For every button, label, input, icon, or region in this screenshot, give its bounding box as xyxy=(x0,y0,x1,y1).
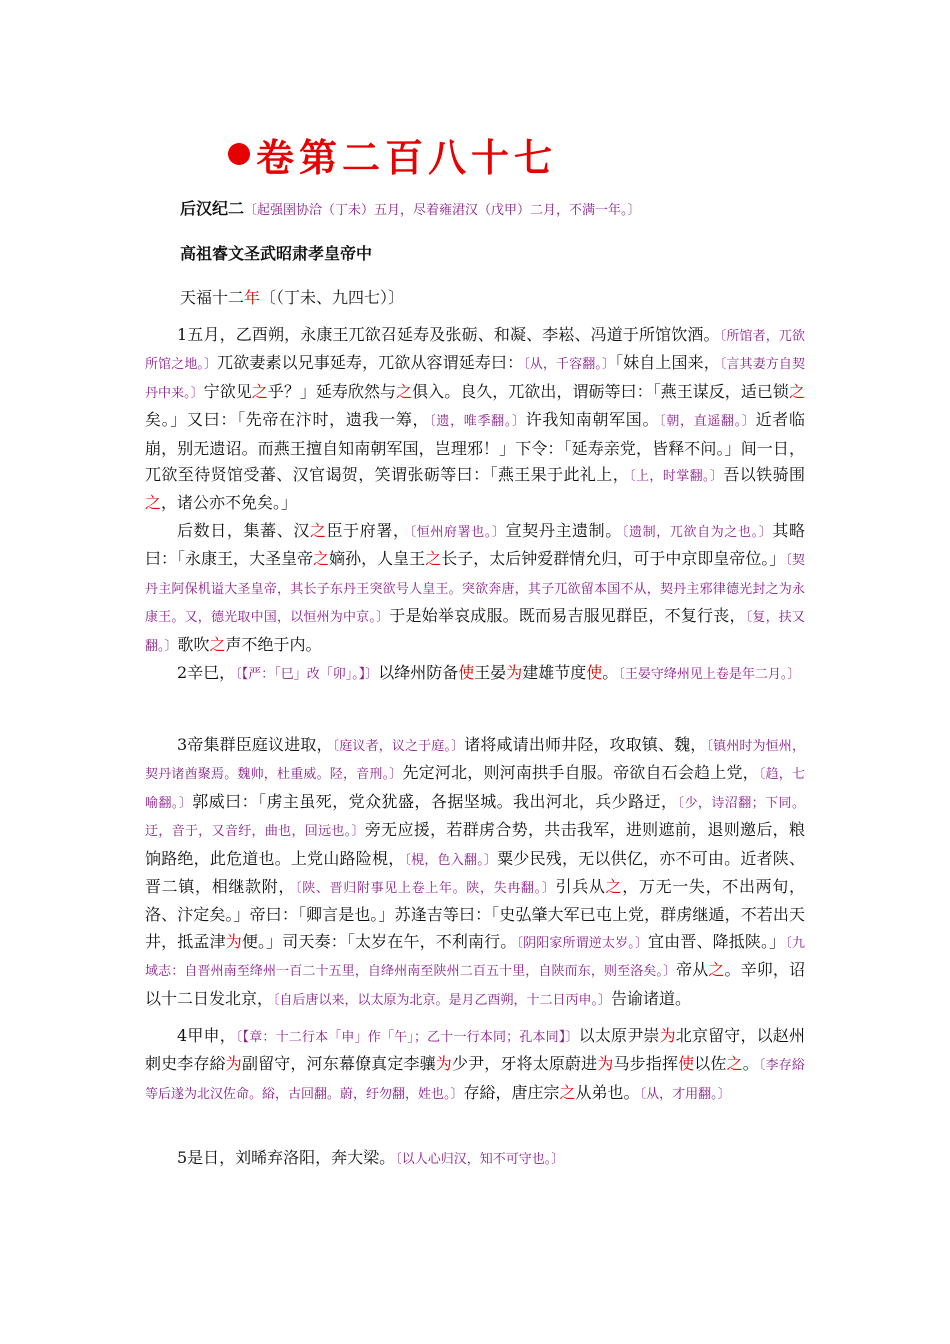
highlight-char: 为 xyxy=(435,1054,452,1074)
red-bullet-icon xyxy=(228,143,250,165)
text-run: 兀欲妻素以兄事延寿，兀欲从容谓延寿曰： xyxy=(217,353,524,373)
text-run: 旁无应援，若群虏合势，共击我军，进则遮前，退则邀后，粮饷路绝，此危道也。上党山路险梘， xyxy=(145,820,805,868)
highlight-char: 为 xyxy=(225,931,242,951)
annotation: 〔王晏守绛州见上卷是年二月。〕 xyxy=(618,667,801,682)
highlight-char: 之 xyxy=(726,1054,743,1074)
annotation: 〔朝，直遥翻。〕 xyxy=(659,414,756,430)
text-run: 以绛州防备 xyxy=(378,663,459,682)
text-run: 先定河北，则河南拱手自服。帝欲自石会趋上党， xyxy=(402,763,759,783)
text-run: 存綌，唐庄宗 xyxy=(463,1082,560,1102)
paragraph-2 xyxy=(145,518,805,660)
annotation: 〔陕、晋归附事见上卷上年。陕，失冉翻。〕 xyxy=(295,881,556,897)
text-run: 2辛巳， xyxy=(177,663,236,682)
paragraph-3 xyxy=(145,660,805,688)
annotation: 〔【严：「巳」改「卯」。】〕 xyxy=(235,667,379,682)
text-run: 北京留守，以赵州刺史李存綌 xyxy=(145,1026,805,1074)
text-run: 俱入。良久，兀欲出，谓砺等曰：「燕王谋反，适已锁 xyxy=(412,381,789,401)
emperor-heading: 高祖睿文圣武昭肃孝皇帝中 xyxy=(180,244,373,263)
text-run: 王晏 xyxy=(474,663,507,682)
text-run: 近者临崩，别无遗诏。而燕王擅自知南朝军国，岂理邪！」下令：「延寿亲党，皆释不问。」间一日，兀欲至待贤馆受蕃、汉官谒贺，笑谓张砺等曰：「燕王果于此礼上， xyxy=(145,410,805,485)
text-run: 歌吹 xyxy=(177,634,210,654)
highlight-char: 之 xyxy=(313,549,330,569)
reign-note: 〔（丁未、九四七）〕 xyxy=(260,288,405,307)
annotation: 〔庭议者，议之于庭。〕 xyxy=(332,739,465,754)
reign-line xyxy=(180,285,404,308)
annotation: 〔所馆者，兀欲所馆之地。〕 xyxy=(145,329,805,373)
text-run: 马步指挥 xyxy=(613,1054,679,1074)
text-run: 4甲申， xyxy=(177,1026,236,1045)
annotation: 〔上，时掌翻。〕 xyxy=(629,469,724,485)
text-run: 许我知南朝军国。 xyxy=(525,410,660,430)
highlight-char: 使 xyxy=(586,663,603,682)
annotation: 〔遗制，兀欲自为之也。〕 xyxy=(621,525,773,540)
text-run: 1五月，乙酉朔，永康王兀欲召延寿及张砺、和凝、李崧、冯道于所馆饮酒。 xyxy=(177,325,720,344)
paragraph-4 xyxy=(145,732,805,1014)
chronicle-heading xyxy=(180,196,641,219)
highlight-char: 之 xyxy=(559,1082,576,1102)
text-run: 矣。」又曰：「先帝在汴时，遗我一筹， xyxy=(145,410,430,430)
text-run: 宁欲见 xyxy=(203,381,252,401)
annotation: 〔九域志：自晋州南至绛州一百二十五里，自绛州南至陕州二百五十里，自陕而东，则至洛矣。〕 xyxy=(145,935,805,980)
text-run: 吾以铁骑围 xyxy=(723,465,805,485)
annotation: 〔镇州时为恒州，契丹诸酋聚焉。魏帅，杜重威。陉，音刑。〕 xyxy=(145,739,805,783)
annotation: 〔从，千容翻。〕 xyxy=(523,357,616,373)
text-run: 其略曰：「永康王，大圣皇帝 xyxy=(145,521,805,569)
chronicle-note: 〔起强圉协洽（丁未）五月，尽着雍涒汉（戊甲）二月，不满一年。〕 xyxy=(244,203,641,218)
paragraph-6 xyxy=(145,1145,805,1173)
highlight-char: 为 xyxy=(506,663,523,682)
annotation: 〔言其妻方自契丹中来。〕 xyxy=(145,357,805,401)
text-run: 。 xyxy=(602,663,619,682)
text-run: 长子，太后钟爱群情允归，可于中京即皇帝位。」 xyxy=(441,549,786,569)
annotation: 〔【章：十二行本「申」作「午」；乙十一行本同；孔本同】〕 xyxy=(235,1030,579,1045)
annotation: 〔从，才用翻。〕 xyxy=(639,1086,731,1102)
annotation: 〔以人心归汉，知不可守也。〕 xyxy=(395,1152,565,1167)
text-run: ，诸公亦不免矣。」 xyxy=(161,493,298,513)
text-run: 粟少民残，无以供亿，亦不可由。近者陕、晋二镇，相继款附， xyxy=(145,848,805,897)
annotation: 〔阴阳家所谓逆太岁。〕 xyxy=(516,935,649,951)
annotation: 〔梘，色入翻。〕 xyxy=(404,852,498,868)
volume-title-text: 卷第二百八十七 xyxy=(256,134,558,180)
reign-year-char: 年 xyxy=(244,288,261,307)
annotation: 〔趋，七喻翻。〕 xyxy=(145,767,805,811)
text-run: 。 xyxy=(742,1054,759,1074)
text-run: 后数日，集蕃、汉 xyxy=(177,521,310,540)
text-run: 帝从 xyxy=(676,960,709,980)
text-run: 从弟也。 xyxy=(575,1082,640,1102)
highlight-char: 之 xyxy=(396,381,413,401)
annotation: 〔自后唐以来，以太原为北京。是月乙酉朔，十二日丙申。〕 xyxy=(273,992,612,1008)
highlight-char: 之 xyxy=(708,960,725,980)
highlight-char: 为 xyxy=(597,1054,614,1074)
highlight-char: 之 xyxy=(309,521,327,540)
text-run: 引兵从 xyxy=(555,877,606,897)
text-run: 宜由晋、降抵陕。」 xyxy=(648,931,786,951)
text-run: 以太原尹崇 xyxy=(578,1026,660,1045)
paragraph-5 xyxy=(145,1023,805,1108)
annotation: 〔遗，唯季翻。〕 xyxy=(429,414,526,430)
highlight-char: 使 xyxy=(458,663,475,682)
text-run: 于是始举哀成服。既而易吉服见群臣，不复行丧， xyxy=(389,606,746,626)
text-run: 副留守，河东幕僚真定李骧 xyxy=(241,1054,436,1074)
text-run: 便。」司天奏：「太岁在午，不利南行。 xyxy=(241,931,517,951)
annotation: 〔李存綌等后遂为北汉佐命。綌，古回翻。蔚，纡勿翻，姓也。〕 xyxy=(145,1058,805,1102)
highlight-char: 之 xyxy=(605,877,623,897)
annotation: 〔复，扶又翻。〕 xyxy=(145,610,805,654)
text-run: 3帝集群臣庭议进取， xyxy=(177,735,333,754)
text-run: 嫡孙，人皇王 xyxy=(329,549,426,569)
text-run: 声不绝于内。 xyxy=(225,634,322,654)
highlight-char: 之 xyxy=(145,493,162,513)
text-run: 建雄节度 xyxy=(522,663,587,682)
text-run: 郭威曰：「虏主虽死，党众犹盛，各据坚城。我出河北，兵少路迂， xyxy=(192,791,678,811)
text-run: 乎？」延寿欣然与 xyxy=(267,381,397,401)
highlight-char: 使 xyxy=(678,1054,695,1074)
highlight-char: 为 xyxy=(659,1026,676,1045)
annotation: 〔少，诗沼翻；下同。迂，音于，又音纡，曲也，回远也。〕 xyxy=(145,795,805,840)
text-run: 。辛卯，诏以十二日发北京， xyxy=(145,960,805,1008)
chronicle-label: 后汉纪二 xyxy=(180,199,245,218)
volume-title xyxy=(228,126,557,182)
text-run: 以佐 xyxy=(694,1054,727,1074)
text-run: ，万无一失，不出两旬，洛、汴定矣。」帝曰：「卿言是也。」苏逢吉等曰：「史弘肇大军已屯上党，群虏继遁，不若出天井，抵孟津 xyxy=(145,877,805,951)
text-run: 臣于府署， xyxy=(326,521,410,540)
highlight-char: 之 xyxy=(209,634,226,654)
annotation: 〔契丹主阿保机谥大圣皇帝，其长子东丹王突欲号人皇王。突欲奔唐，其子兀欲留本国不从，契丹主邪律德光封之为永康王。又，德光取中国，以恒州为中京。〕 xyxy=(145,553,805,626)
text-run: 「妹自上国来， xyxy=(615,353,720,373)
text-run: 诸将咸请出师井陉，攻取镇、魏， xyxy=(464,735,707,754)
highlight-char: 之 xyxy=(788,381,805,401)
text-run: 5是日，刘晞弃洛阳，奔大梁。 xyxy=(177,1148,396,1167)
highlight-char: 之 xyxy=(251,381,268,401)
text-run: 宣契丹主遗制。 xyxy=(505,521,622,540)
text-run: 告谕诸道。 xyxy=(611,988,692,1008)
highlight-char: 之 xyxy=(425,549,442,569)
paragraph-1 xyxy=(145,322,805,517)
annotation: 〔恒州府署也。〕 xyxy=(409,525,506,540)
reign-text: 天福十二 xyxy=(180,288,245,307)
text-run: 少尹，牙将太原蔚进 xyxy=(451,1054,598,1074)
highlight-char: 为 xyxy=(225,1054,242,1074)
